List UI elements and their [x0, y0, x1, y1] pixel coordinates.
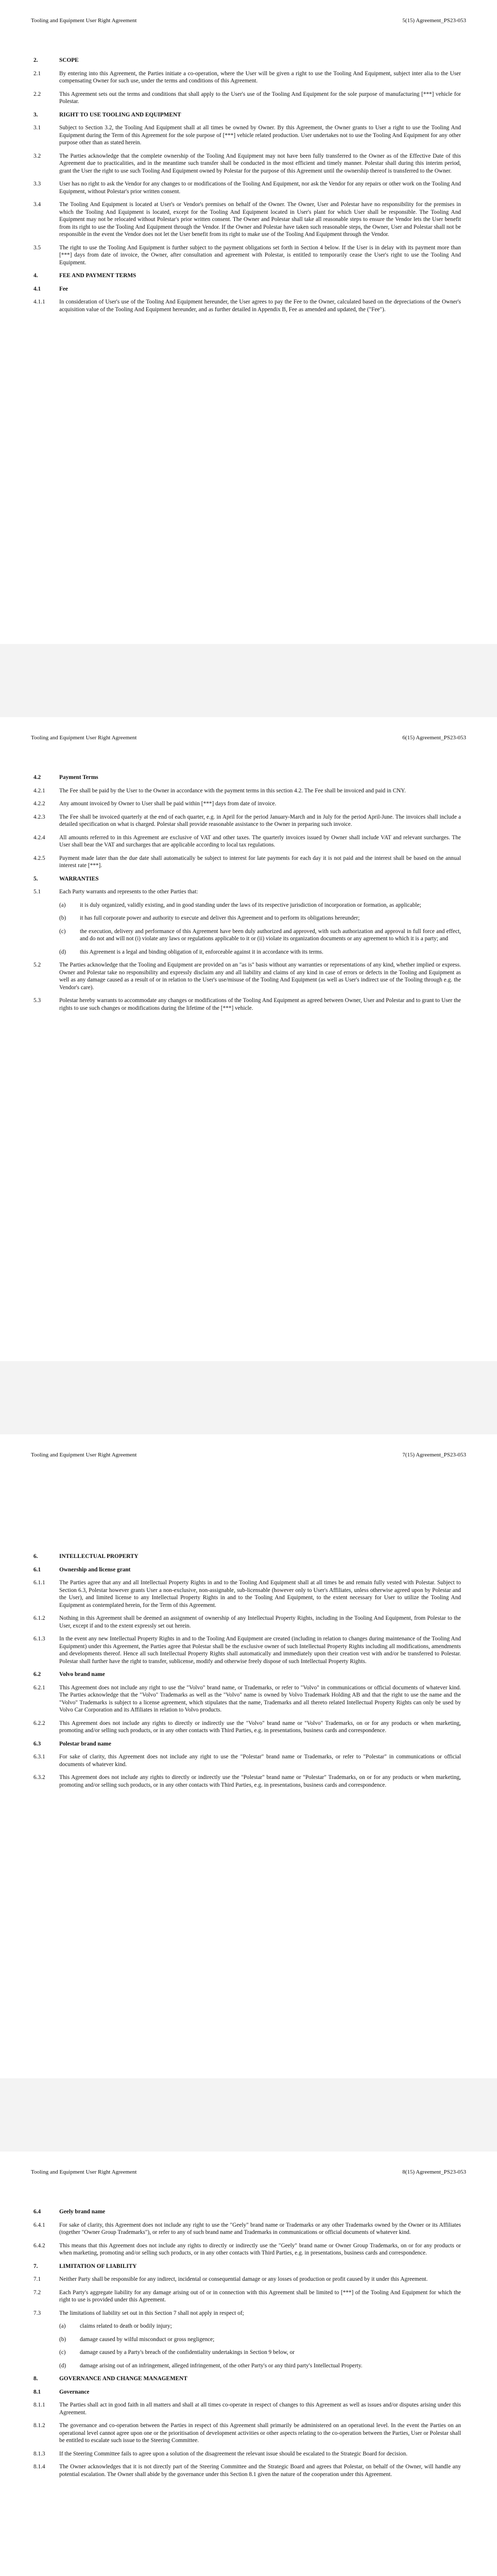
- clause-text: RIGHT TO USE TOOLING AND EQUIPMENT: [59, 111, 181, 118]
- clause-text: Polestar hereby warrants to accommodate any changes or modifications of the Tooling And Equipment as agreed between Owner, User and Polestar and to grant to User the rights to use such changes or modifications during the lifetime of the [***] vehicle.: [59, 997, 461, 1011]
- page-5: [0, 0, 497, 644]
- clause-paragraph: [33, 2463, 461, 2478]
- clause-text: This means that this Agreement does not include any rights to directly or indirectly use the "Geely" brand name or Owner Group Trademarks, on or for any products or when marketing, promoting and/or selling such products, or in any other contacts with Third Parties, e.g. in presentations, business cards and correspondence.: [59, 2242, 461, 2256]
- clause-text: Subject to Section 3.2, the Tooling And Equipment shall at all times be owned by Owner. By this Agreement, the Owner grants to User a right to use the Tooling And Equipment during the Term of this Agreement for the sole purpose of [***] vehicle related production. User undertakes not to use the Tooling And Equipment for any other purpose other than as stated herein.: [59, 125, 461, 146]
- clause-number: (b): [59, 915, 66, 921]
- clause-number: 5.1: [33, 889, 41, 895]
- clause-paragraph: [33, 2289, 461, 2304]
- clause-paragraph: [33, 2276, 461, 2283]
- clause-paragraph: [33, 997, 461, 1012]
- clause-number: 3.5: [33, 244, 41, 251]
- clause-number: 8.1.1: [33, 2402, 45, 2408]
- clause-number: (a): [59, 2323, 66, 2329]
- clause-paragraph: [33, 298, 461, 313]
- clause-text: it has full corporate power and authority to execute and deliver this Agreement and to perform its obligations hereunder;: [80, 915, 360, 921]
- page-8: [0, 2151, 497, 2576]
- clause-paragraph: [33, 1774, 461, 1789]
- clause-number: 6.1.2: [33, 1615, 45, 1621]
- clause-paragraph: [33, 152, 461, 175]
- clause-number: 4.2.4: [33, 834, 45, 841]
- clause-number: 3.1: [33, 125, 41, 131]
- clause-text: By entering into this Agreement, the Parties initiate a co-operation, where the User will be given a right to use the Tooling And Equipment, subject inter alia to the User compensating Owner for such use, under the terms and conditions of this Agreement.: [59, 70, 461, 84]
- page-body: [33, 774, 461, 1018]
- clause-number: 5.3: [33, 997, 41, 1004]
- clause-number: 4.2.3: [33, 814, 45, 820]
- clause-paragraph: [33, 2222, 461, 2236]
- clause-number: 7.: [33, 2263, 38, 2269]
- clause-paragraph: [33, 1684, 461, 1714]
- clause-text: For sake of clarity, this Agreement does not include any right to use the "Polestar" brand name or Trademarks, or refer to "Polestar" in communications or official documents of whatever kind.: [59, 1754, 461, 1768]
- clause-number: 8.1.2: [33, 2422, 45, 2429]
- clause-number: 4.2.1: [33, 787, 45, 794]
- header-title: Tooling and Equipment User Right Agreement: [31, 18, 137, 24]
- clause-paragraph: [33, 914, 461, 922]
- clause-number: 8.1.4: [33, 2464, 45, 2470]
- clause-text: The Parties shall act in good faith in all matters and shall at all times co-operate in respect of changes to this Agreement as well as issues and/or disputes arising under this Agreement.: [59, 2402, 461, 2416]
- clause-number: 2.: [33, 57, 38, 63]
- clause-paragraph: [33, 814, 461, 828]
- clause-text: Neither Party shall be responsible for any indirect, incidental or consequential damage or any losses of production or profit caused by it under this Agreement.: [59, 2276, 428, 2282]
- clause-number: 7.1: [33, 2276, 41, 2282]
- clause-text: claims related to death or bodily injury;: [80, 2323, 172, 2329]
- clause-number: (c): [59, 928, 66, 935]
- clause-paragraph: [33, 2310, 461, 2317]
- clause-text: The Fee shall be invoiced quarterly at the end of each quarter, e.g. in April for the period January-March and in July for the period April-June. The invoices shall include a detailed specification on what is charged. Polestar shall provide reasonable assistance to the Owner in preparing such invoice.: [59, 814, 461, 827]
- clause-text: This Agreement does not include any rights to directly or indirectly use the "Volvo" brand name or "Volvo" Trademarks, on or for any products or when marketing, promoting and/or selling such products, or in any other contacts with Third Parties, e.g. in presentations, business cards and correspondence.: [59, 1720, 461, 1734]
- clause-paragraph: [33, 70, 461, 85]
- clause-paragraph: [33, 800, 461, 808]
- clause-number: 3.: [33, 111, 38, 118]
- page-body: [33, 1553, 461, 1794]
- clause-number: 7.3: [33, 2310, 41, 2316]
- clause-text: damage caused by a Party's breach of the confidentiality undertakings in Section 9 below, or: [80, 2349, 295, 2355]
- page-7: [0, 1434, 497, 2078]
- clause-text: Each Party warrants and represents to the other Parties that:: [59, 889, 198, 895]
- clause-number: 6.3: [33, 1740, 41, 1747]
- clause-text: The governance and co-operation between the Parties in respect of this Agreement shall primarily be administered on an operational level. In the event the Parties on an operational level cannot agree upon one or the prioritisation of development activities or other aspects relating to the co-operation between the Parties, User or Polestar shall be entitled to escalate such issue to the Steering Committee.: [59, 2422, 461, 2444]
- clause-text: INTELLECTUAL PROPERTY: [59, 1553, 139, 1560]
- clause-paragraph: [33, 1615, 461, 1630]
- clause-paragraph: [33, 834, 461, 849]
- clause-number: (d): [59, 2362, 66, 2369]
- clause-paragraph: [33, 1753, 461, 1768]
- clause-text: Geely brand name: [59, 2209, 106, 2215]
- clause-text: The Parties agree that any and all Intellectual Property Rights in and to the Tooling And Equipment shall at all times be and remain fully vested with Polestar. Subject to Section 6.3, Polestar however grants User a non-exclusive, non-assignable, sub-licensable (however only to User's Affiliates, unless otherwise agreed upon by Polestar and the User), and limited license to any Intellectual Property Rights in and to the Tooling And Equipment, to the extent necessary for User to utilize the Tooling And Equipment as contemplated herein, for the Term of this Agreement.: [59, 1580, 461, 1608]
- clause-paragraph: [33, 1720, 461, 1735]
- clause-text: The Tooling And Equipment is located at User's or Vendor's premises on behalf of the Owner. The Owner, User and Polestar have no responsibility for the premises in which the Tooling And Equipment is located, except for the Tooling And Equipment located in User's plant for which User shall be responsible. The Tooling And Equipment may not be relocated without Polestar's prior written consent. The Owner and Polestar shall take all reasonable steps to ensure the Vendor lets the User benefit from its right to use the Tooling And Equipment through the Vendor. If the Owner and Polestar have taken such reasonable steps, the Owner, User and Polestar shall not be responsible in the event the Vendor does not let the User benefit from its right to make use of the Tooling And Equipment through the Vendor.: [59, 201, 461, 238]
- clause-text: In consideration of User's use of the Tooling And Equipment hereunder, the User agrees to pay the Fee to the Owner, calculated based on the depreciations of the Owner's acquisition value of the Tooling And Equipment hereunder, and as further detailed in Appendix B, Fee as amended and updated, the ("Fee").: [59, 299, 461, 313]
- clause-number: (c): [59, 2349, 66, 2355]
- section-heading: [33, 57, 461, 64]
- clause-paragraph: [33, 180, 461, 195]
- clause-text: GOVERNANCE AND CHANGE MANAGEMENT: [59, 2376, 187, 2382]
- section-heading: [33, 2388, 461, 2396]
- header-title: Tooling and Equipment User Right Agreement: [31, 1452, 137, 1458]
- clause-number: 7.2: [33, 2289, 41, 2296]
- clause-number: 6.4.1: [33, 2222, 45, 2228]
- clause-number: 8.1: [33, 2388, 41, 2395]
- clause-text: Any amount invoiced by Owner to User shall be paid within [***] days from date of invoice.: [59, 801, 277, 807]
- clause-paragraph: [33, 2336, 461, 2344]
- clause-number: 6.3.2: [33, 1774, 45, 1781]
- clause-text: The Owner acknowledges that it is not directly part of the Steering Committee and the Strategic Board and agrees that Polestar, on behalf of the Owner, will handle any potential escalation. The Owner shall abide by the governance under this Section 8.1 given the nature of the cooperation under this Agreement.: [59, 2464, 461, 2478]
- clause-number: 6.1: [33, 1566, 41, 1573]
- section-heading: [33, 2208, 461, 2216]
- clause-text: Payment Terms: [59, 774, 98, 781]
- clause-number: 6.2.2: [33, 1720, 45, 1726]
- header-page-number: 8(15) Agreement_PS23-053: [402, 2169, 466, 2175]
- clause-paragraph: [33, 2362, 461, 2370]
- clause-text: This Agreement sets out the terms and conditions that shall apply to the User's use of the Tooling And Equipment for the sole purpose of manufacturing [***] vehicle for Polestar.: [59, 91, 461, 105]
- clause-text: This Agreement does not include any rights to directly or indirectly use the "Polestar" brand name or "Polestar" Trademarks, on or for any products or when marketing, promoting and/or selling such products, or in any other contacts with Third Parties, e.g. in presentations, business cards and correspondence.: [59, 1774, 461, 1788]
- clause-text: this Agreement is a legal and binding obligation of it, enforceable against it in accordance with its terms.: [80, 948, 323, 955]
- clause-text: WARRANTIES: [59, 875, 99, 882]
- clause-text: FEE AND PAYMENT TERMS: [59, 273, 136, 279]
- clause-text: The limitations of liability set out in this Section 7 shall not apply in respect of;: [59, 2310, 244, 2316]
- clause-text: Volvo brand name: [59, 1671, 105, 1677]
- clause-paragraph: [33, 2422, 461, 2445]
- clause-text: SCOPE: [59, 57, 79, 63]
- clause-text: damage caused by wilful misconduct or gross negligence;: [80, 2336, 215, 2343]
- clause-text: For sake of clarity, this Agreement does not include any right to use the "Geely" brand name or Trademarks or any other Trademarks owned by the Owner or its Affiliates (together "Owner Group Trademarks"), or refer to any of such brand name and Trademarks in communications or official documents of whatever kind.: [59, 2222, 461, 2235]
- clause-number: 5.: [33, 875, 38, 882]
- clause-number: 3.2: [33, 152, 41, 159]
- header-page-number: 5(15) Agreement_PS23-053: [402, 18, 466, 24]
- clause-number: 2.1: [33, 70, 41, 77]
- page-body: [33, 2208, 461, 2484]
- clause-text: it is duly organized, validly existing, and in good standing under the laws of its respective jurisdiction of incorporation or formation, as applicable;: [80, 902, 421, 908]
- clause-paragraph: [33, 1635, 461, 1665]
- header-page-number: 6(15) Agreement_PS23-053: [402, 735, 466, 741]
- clause-text: Nothing in this Agreement shall be deemed an assignment of ownership of any Intellectual Property Rights, including in the Tooling And Equipment, from Polestar to the User, except if and to the extent expressly set out herein.: [59, 1615, 461, 1629]
- clause-number: 4.2.2: [33, 801, 45, 807]
- clause-text: The Parties acknowledge that the complete ownership of the Tooling And Equipment may not have been fully transferred to the Owner as of the Effective Date of this Agreement due to practicalities, and in the meantime such transfer shall be conducted in the most efficient and timely manner. Polestar shall during this interim period, grant the User the right to use such Tooling And Equipment owned by Polestar for the purpose of this Agreement until the ownership thereof is transferred to the Owner.: [59, 152, 461, 174]
- clause-paragraph: [33, 2450, 461, 2458]
- clause-text: In the event any new Intellectual Property Rights in and to the Tooling And Equipment are created (including in relation to changes during maintenance of the Tooling And Equipment) under this Agreement, the Parties agree that Polestar shall be the exclusive owner of such Intellectual Property Rights including all modifications, amendments and developments thereof. Hence all such Intellectual Property Rights shall automatically and immediately upon their creation vest with and/or be transferred to Polestar. Polestar shall further have the right to transfer, sublicense, modify and otherwise freely dispose of such Intellectual Property Rights.: [59, 1636, 461, 1665]
- clause-number: 4.1.1: [33, 299, 45, 305]
- clause-number: 4.2: [33, 774, 41, 781]
- header-page-number: 7(15) Agreement_PS23-053: [402, 1452, 466, 1458]
- clause-number: 3.3: [33, 181, 41, 187]
- section-heading: [33, 1671, 461, 1679]
- clause-number: 6.3.1: [33, 1754, 45, 1760]
- clause-number: 8.1.3: [33, 2450, 45, 2457]
- clause-paragraph: [33, 961, 461, 991]
- clause-number: 5.2: [33, 962, 41, 968]
- clause-paragraph: [33, 888, 461, 896]
- clause-number: 6.4.2: [33, 2242, 45, 2249]
- clause-number: 6.4: [33, 2209, 41, 2215]
- clause-text: Each Party's aggregate liability for any damage arising out of or in connection with this Agreement shall be limited to [***] of the Tooling And Equipment for which the right to use is provided under this Agreement.: [59, 2289, 461, 2303]
- clause-number: 4.1: [33, 285, 41, 292]
- clause-text: This Agreement does not include any right to use the "Volvo" brand name, or Trademarks, or refer to "Volvo" in communications or official documents of whatever kind. The Parties acknowledge that the "Volvo" Trademarks as well as the "Volvo" name is owned by Volvo Trademark Holding AB and that the right to use the name and the "Volvo" Trademarks is subject to a license agreement, which stipulates that the name, Trademarks and all thereto related Intellectual Property Rights can only be used by Volvo Car Corporation and its Affiliates in relation to Volvo products.: [59, 1684, 461, 1713]
- page-6: [0, 717, 497, 1361]
- section-heading: [33, 285, 461, 293]
- clause-paragraph: [33, 124, 461, 147]
- clause-paragraph: [33, 948, 461, 956]
- clause-paragraph: [33, 201, 461, 239]
- clause-number: 4.: [33, 273, 38, 279]
- page-body: [33, 57, 461, 319]
- clause-text: User has no right to ask the Vendor for any changes to or modifications of the Tooling And Equipment, nor ask the Vendor for any repairs or other work on the Tooling And Equipment, without Polestar's prior written consent.: [59, 181, 461, 195]
- clause-paragraph: [33, 2242, 461, 2257]
- header-title: Tooling and Equipment User Right Agreement: [31, 2169, 137, 2175]
- clause-text: If the Steering Committee fails to agree upon a solution of the disagreement the relevant issue should be escalated to the Strategic Board for decision.: [59, 2450, 408, 2457]
- clause-text: The Fee shall be paid by the User to the Owner in accordance with the payment terms in this section 4.2. The Fee shall be invoiced and paid in CNY.: [59, 787, 406, 794]
- section-heading: [33, 875, 461, 883]
- clause-paragraph: [33, 1579, 461, 1609]
- header-title: Tooling and Equipment User Right Agreement: [31, 735, 137, 741]
- clause-paragraph: [33, 2401, 461, 2416]
- clause-number: 8.: [33, 2376, 38, 2382]
- section-heading: [33, 2263, 461, 2270]
- section-heading: [33, 1566, 461, 1574]
- clause-text: Fee: [59, 285, 68, 292]
- clause-paragraph: [33, 787, 461, 795]
- clause-text: Payment made later than the due date shall automatically be subject to interest for late payments for each day it is not paid and the interest shall be based on the annual interest rate [***].: [59, 855, 461, 869]
- clause-number: (d): [59, 948, 66, 955]
- clause-number: 3.4: [33, 201, 41, 208]
- clause-number: 6.2: [33, 1671, 41, 1677]
- clause-number: 4.2.5: [33, 855, 45, 861]
- section-heading: [33, 272, 461, 280]
- clause-paragraph: [33, 91, 461, 106]
- clause-paragraph: [33, 902, 461, 909]
- clause-text: damage arising out of an infringement, alleged infringement, of the other Party's or any third party's Intellectual Property.: [80, 2362, 363, 2369]
- clause-number: 2.2: [33, 91, 41, 97]
- clause-text: LIMITATION OF LIABILITY: [59, 2263, 137, 2269]
- clause-text: Ownership and license grant: [59, 1566, 131, 1573]
- clause-paragraph: [33, 928, 461, 943]
- clause-number: 6.1.1: [33, 1580, 45, 1586]
- section-heading: [33, 1740, 461, 1748]
- clause-paragraph: [33, 244, 461, 267]
- clause-text: The Parties acknowledge that the Tooling and Equipment are provided on an "as is" basis without any warranties or representations of any kind, whether implied or express. Owner and Polestar take no responsibility and expressly disclaim any and all liability and claims of any kind in case of errors or defects in the Tooling and Equipment as well as any damage caused as a result of or in relation to the User's use/misuse of the Tooling And Equipment (as well as User's indirect use of the Tooling through e.g. the Vendor's care).: [59, 962, 461, 991]
- clause-number: (a): [59, 902, 66, 908]
- clause-number: 6.2.1: [33, 1684, 45, 1691]
- clause-number: 6.: [33, 1553, 38, 1560]
- section-heading: [33, 111, 461, 119]
- clause-number: 6.1.3: [33, 1636, 45, 1642]
- section-heading: [33, 1553, 461, 1561]
- section-heading: [33, 774, 461, 782]
- clause-text: the execution, delivery and performance of this Agreement have been duly authorized and approved, with such authorization and approval in full force and effect, and do not and will not (i) violate any laws or regulations applicable to it or (ii) violate its organization documents or any agreement to which it is a party; and: [80, 928, 461, 942]
- clause-text: Polestar brand name: [59, 1740, 111, 1747]
- section-heading: [33, 2375, 461, 2383]
- clause-paragraph: [33, 2323, 461, 2330]
- clause-number: (b): [59, 2336, 66, 2343]
- clause-text: The right to use the Tooling And Equipment is further subject to the payment obligations set forth in Section 4 below. If the User is in delay with its payment more than [***] days from date of invoice, the Owner, after consultation and agreement with Polestar, is entitled to temporarily cease the User's right to use the Tooling And Equipment.: [59, 244, 461, 266]
- clause-text: All amounts referred to in this Agreement are exclusive of VAT and other taxes. The quarterly invoices issued by Owner shall include VAT and relevant surcharges. The User shall bear the VAT and surcharges that are applicable according to local tax regulations.: [59, 834, 461, 848]
- clause-paragraph: [33, 855, 461, 870]
- clause-paragraph: [33, 2349, 461, 2357]
- clause-text: Governance: [59, 2388, 90, 2395]
